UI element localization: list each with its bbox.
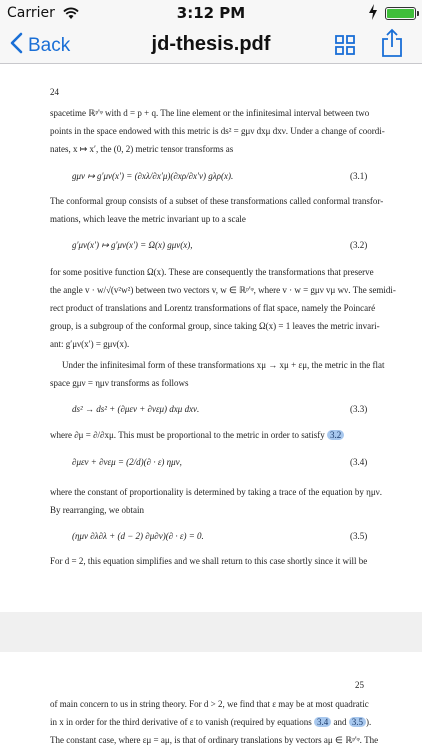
body-line: where the constant of proportionality is determined by taking a trace of the equation by ημν. (50, 487, 383, 497)
body-line: The constant case, where εμ = aμ, is that of ordinary translations by vectors aμ ∈ ℝᵖ'ᵠ. The (50, 735, 379, 745)
body-line: for some positive function Ω(x). These are consequently the transformations that preserve (50, 267, 374, 277)
status-bar (0, 0, 422, 26)
grid-icon[interactable] (334, 34, 356, 56)
body-line: nates, x ↦ x′, the (0, 2) metric tensor transforms as (50, 144, 234, 154)
body-text: and (333, 717, 347, 727)
body-line: For d = 2, this equation simplifies and we shall return to this case shortly since it will be (50, 556, 368, 566)
battery-icon (385, 7, 416, 20)
body-text: ). (365, 717, 372, 727)
chevron-left-icon (10, 32, 23, 59)
equation-number: (3.1) (350, 171, 368, 181)
equation-number: (3.4) (350, 457, 368, 467)
back-button[interactable] (10, 32, 70, 59)
equation: ∂μεν + ∂νεμ = (2/d)(∂ · ε) ημν, (72, 457, 182, 467)
body-line (50, 718, 371, 727)
back-label: Back (28, 34, 71, 56)
body-line: the angle v · w/√(v²w²) between two vectors v, w ∈ ℝᵖ'ᵠ, where v · w = gμν vμ wν. The semidi- (50, 285, 396, 295)
equation: ds² → ds² + (∂μεν + ∂νεμ) dxμ dxν. (72, 404, 200, 414)
page-number: 24 (50, 87, 59, 97)
equation: g′μν(x′) ↦ g′μν(x′) = Ω(x) gμν(x), (72, 240, 193, 250)
charging-icon (368, 4, 378, 24)
body-line (50, 431, 344, 440)
equation-number: (3.2) (350, 240, 368, 250)
carrier-label: Carrier (7, 5, 55, 21)
equation: (ημν ∂λ∂λ + (d − 2) ∂μ∂ν)(∂ · ε) = 0. (72, 531, 204, 541)
equation-number: (3.5) (350, 531, 368, 541)
body-line: of main concern to us in string theory. For d > 2, we find that ε may be at most quadratic (50, 699, 369, 709)
body-line: points in the space endowed with this metric is ds² = gμν dxμ dxν. Under a change of coordi- (50, 126, 385, 136)
body-text: in x in order for the third derivative of ε to vanish (required by equations (50, 717, 312, 727)
status-time: 3:12 PM (176, 4, 246, 22)
navigation-bar (0, 26, 422, 64)
equation-reference-link[interactable]: 3.5 (349, 717, 366, 727)
page-number: 25 (355, 680, 364, 690)
equation: gμν ↦ g′μν(x′) = (∂xλ/∂x′μ)(∂xρ/∂x′ν) gλρ(x). (72, 171, 234, 181)
share-icon[interactable] (380, 28, 404, 58)
body-line: mations, which leave the metric invariant up to a scale (50, 214, 246, 224)
body-line: rect product of translations and Lorentz transformations of flat space, namely the Poincaré (50, 303, 376, 313)
body-line: space gμν = ημν transforms as follows (50, 378, 189, 388)
equation-number: (3.3) (350, 404, 368, 414)
body-line: By rearranging, we obtain (50, 505, 144, 515)
pdf-viewer[interactable] (0, 64, 422, 750)
body-line: spacetime ℝᵖ'ᵠ with d = p + q. The line element or the infinitesimal interval between two (50, 108, 370, 118)
body-line: The conformal group consists of a subset of these transformations called conformal transfor- (50, 196, 384, 206)
body-line: Under the infinitesimal form of these transformations xμ → xμ + εμ, the metric in the flat (62, 360, 385, 370)
document-title: jd-thesis.pdf (151, 33, 271, 55)
equation-reference-link[interactable]: 3.2 (327, 430, 344, 440)
page-divider (0, 612, 422, 652)
body-line: ant: g′μν(x′) = gμν(x). (50, 339, 130, 349)
body-text: where ∂μ = ∂/∂xμ. This must be proportional to the metric in order to satisfy (50, 430, 325, 440)
equation-reference-link[interactable]: 3.4 (314, 717, 331, 727)
body-line: group, is a subgroup of the conformal group, since taking Ω(x) = 1 leaves the metric invari- (50, 321, 380, 331)
